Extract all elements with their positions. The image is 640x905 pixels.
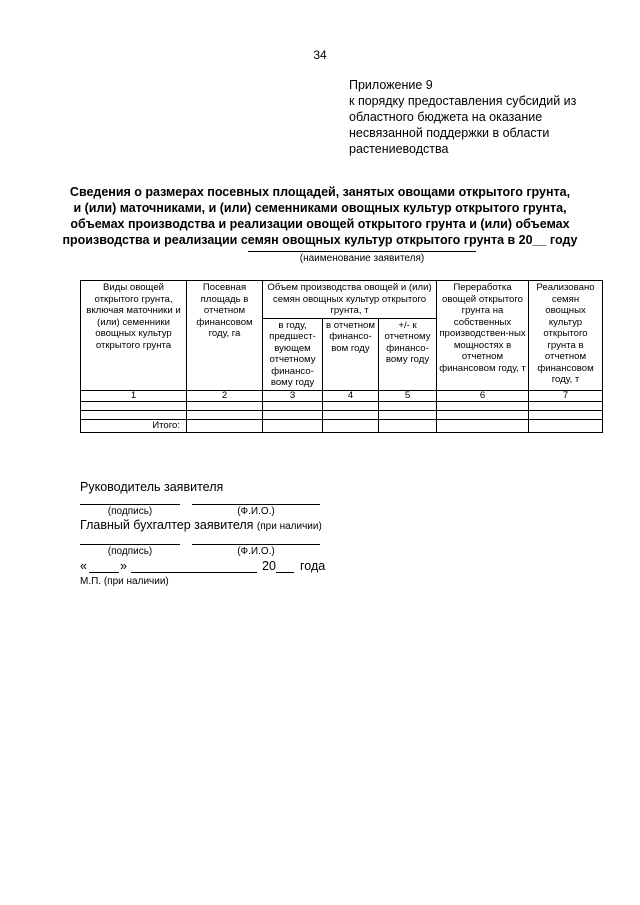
date-open-quote: «	[80, 559, 87, 573]
column-numbers-row	[81, 390, 603, 401]
applicant-name-line	[248, 251, 476, 252]
col-header-reporting-year: в отчетном финансо-вом году	[323, 318, 379, 390]
col-header-crop-types: Виды овощей открытого грунта, включая маточники и (или) семенники овощных культур открытого грунта	[81, 281, 187, 391]
table-cell[interactable]	[379, 419, 437, 432]
fio-caption: (Ф.И.О.)	[237, 546, 275, 557]
total-row	[81, 419, 603, 432]
applicant-caption: (наименование заявителя)	[299, 253, 425, 264]
table-cell[interactable]	[437, 410, 529, 419]
column-number: 1	[81, 390, 187, 401]
signature-caption: (подпись)	[107, 546, 153, 557]
appendix-line: растениеводства	[349, 142, 449, 156]
signature-caption: (подпись)	[107, 506, 153, 517]
table-row	[81, 401, 603, 410]
total-label: Итого:	[81, 419, 187, 432]
data-table	[80, 280, 603, 433]
col-header-sown-area: Посевная площадь в отчетном финансовом году, га	[187, 281, 263, 391]
col-header-previous-year: в году, предшест-вующем отчетному финансо-вому году	[263, 318, 323, 390]
accountant-note: (при наличии)	[256, 521, 322, 532]
column-number: 3	[263, 390, 323, 401]
appendix-line: Приложение 9	[349, 78, 433, 92]
stamp-note: М.П. (при наличии)	[80, 576, 169, 587]
date-day-line[interactable]	[89, 572, 119, 573]
table-cell[interactable]	[263, 410, 323, 419]
fio-caption: (Ф.И.О.)	[237, 506, 275, 517]
table-cell[interactable]	[437, 401, 529, 410]
table-cell[interactable]	[529, 419, 603, 432]
col-header-production-group: Объем производства овощей и (или) семян овощных культур открытого грунта, т	[263, 281, 437, 319]
table-cell[interactable]	[81, 410, 187, 419]
table-cell[interactable]	[529, 401, 603, 410]
table-cell[interactable]	[323, 410, 379, 419]
table-cell[interactable]	[529, 410, 603, 419]
accountant-signature-label	[80, 518, 322, 532]
date-year-prefix: 20	[262, 559, 276, 573]
table-row	[81, 410, 603, 419]
head-signature-label: Руководитель заявителя	[80, 480, 224, 494]
table-cell[interactable]	[379, 401, 437, 410]
col-header-seeds-sold: Реализовано семян овощных культур открытого грунта в отчетном финансовом году, т	[529, 281, 603, 391]
column-number: 6	[437, 390, 529, 401]
table-cell[interactable]	[323, 401, 379, 410]
head-signature-line[interactable]	[80, 504, 180, 505]
accountant-signature-line[interactable]	[80, 544, 180, 545]
date-year-line[interactable]	[276, 572, 294, 573]
title-line: объемах производства и реализации овощей открытого грунта и (или) объемах	[70, 217, 570, 231]
table-cell[interactable]	[263, 401, 323, 410]
header-row	[81, 281, 603, 319]
col-header-change: +/- к отчетному финансо-вому году	[379, 318, 437, 390]
table-cell[interactable]	[187, 419, 263, 432]
table-cell[interactable]	[187, 410, 263, 419]
column-number: 2	[187, 390, 263, 401]
document-title	[40, 184, 600, 248]
date-month-line[interactable]	[131, 572, 257, 573]
page-number: 34	[313, 48, 327, 62]
col-header-processing: Переработка овощей открытого грунта на собственных производствен-ных мощностях в отчетном финансовом году, т	[437, 281, 529, 391]
title-line: Сведения о размерах посевных площадей, занятых овощами открытого грунта,	[69, 185, 571, 199]
appendix-line: областного бюджета на оказание	[349, 110, 543, 124]
appendix-note	[349, 77, 609, 157]
table-cell[interactable]	[437, 419, 529, 432]
head-fio-line[interactable]	[192, 504, 320, 505]
column-number: 7	[529, 390, 603, 401]
table-cell[interactable]	[323, 419, 379, 432]
table-cell[interactable]	[81, 401, 187, 410]
column-number: 5	[379, 390, 437, 401]
table-cell[interactable]	[187, 401, 263, 410]
date-year-word: года	[300, 559, 326, 573]
table-cell[interactable]	[263, 419, 323, 432]
accountant-label: Главный бухгалтер заявителя	[80, 518, 254, 532]
appendix-line: к порядку предоставления субсидий из	[349, 94, 577, 108]
title-line: и (или) маточниками, и (или) семенниками овощных культур открытого грунта,	[73, 201, 567, 215]
appendix-line: несвязанной поддержки в области	[349, 126, 550, 140]
title-line: производства и реализации семян овощных культур открытого грунта в 20__ году	[62, 233, 578, 247]
accountant-fio-line[interactable]	[192, 544, 320, 545]
table-cell[interactable]	[379, 410, 437, 419]
date-close-quote: »	[120, 559, 127, 573]
column-number: 4	[323, 390, 379, 401]
